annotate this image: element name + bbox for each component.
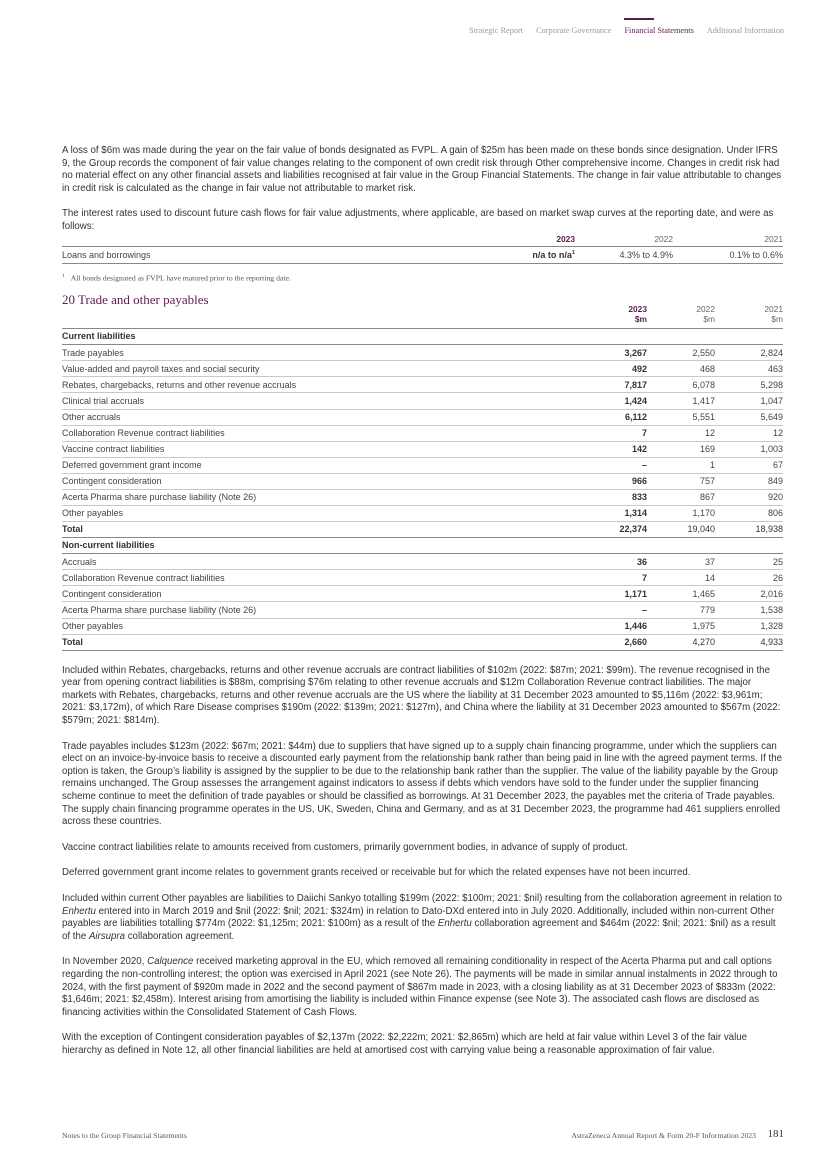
table-cell: 779 (647, 602, 715, 618)
table-cell: – (579, 457, 647, 473)
table-row (62, 554, 783, 570)
table-cell: 67 (715, 457, 783, 473)
row-label: Value-added and payroll taxes and social security (62, 361, 579, 377)
table-cell (579, 329, 647, 345)
table-cell: 6,112 (579, 409, 647, 425)
footnote-mark: 1 (571, 249, 575, 256)
table-cell: 966 (579, 473, 647, 489)
table-cell: 22,374 (579, 522, 647, 538)
row-label: Other payables (62, 618, 579, 634)
table-cell (715, 538, 783, 554)
paragraph: Included within Rebates, chargebacks, returns and other revenue accruals are contract liabilities of $102m (2022: $87m; 2021: $99m). The revenue recognised in the year from opening contract liabilities is $88m, comprising $76m relating to other revenue accruals and $12m Collaboration Revenue contract liabilities. The major markets with Rebates, chargebacks, returns and other revenue accruals are the US where the liability at 31 December 2023 amounted to $5,116m (2022: $3,961m; 2021: $3,172m), of which Rare Disease comprises $190m (2022: $139m; 2021: $127m), and China where the liability at 31 December 2023 amounted to $567m (2022: $579m; 2021: $814m). (62, 664, 781, 727)
table-cell: 463 (715, 361, 783, 377)
table-cell: 1,171 (579, 586, 647, 602)
row-label: Trade payables (62, 345, 579, 361)
table-row (62, 473, 783, 489)
nav-additional-information[interactable]: Additional Information (706, 26, 784, 35)
row-label: Accruals (62, 554, 579, 570)
top-navigation (469, 26, 784, 35)
table-cell: 849 (715, 473, 783, 489)
table-cell: 7 (579, 570, 647, 586)
table-cell: 2,824 (715, 345, 783, 361)
table-cell: 26 (715, 570, 783, 586)
column-header: 2023 $m (628, 304, 647, 324)
subheading-row (62, 329, 783, 345)
nav-strategic-report[interactable]: Strategic Report (468, 26, 524, 35)
row-label: Acerta Pharma share purchase liability (Note 26) (62, 489, 579, 505)
table-cell (715, 329, 783, 345)
table-row (62, 602, 783, 618)
table-cell: 4,270 (647, 634, 715, 650)
table-cell: 920 (715, 489, 783, 505)
table-cell: 12 (647, 425, 715, 441)
column-header: 2022 (575, 234, 673, 247)
row-label: Contingent consideration (62, 473, 579, 489)
table-cell: 19,040 (647, 522, 715, 538)
table-cell: 7,817 (579, 377, 647, 393)
table-row (62, 618, 783, 634)
total-row (62, 634, 783, 650)
table-cell: 5,298 (715, 377, 783, 393)
column-header: 2023 (485, 234, 575, 247)
section-title: 20 Trade and other payables (62, 292, 209, 308)
table-row (62, 489, 783, 505)
table-cell: 1,975 (647, 618, 715, 634)
paragraph: Included within current Other payables are liabilities to Daiichi Sankyo totalling $199m (2022: $100m; 2021: $nil) resulting from the collaboration agreement in relation to Enhertu entered into in March 2019 and $nil (2022: $nil; 2021: $324m) in relation to Dato-DXd entered into in July 2020. Additionally, included within non-current Other payables are liabilities totalling $774m (2022: $1,125m; 2021: $100m) as a result of the Enhertu collaboration agreement and $464m (2022: $nil; 2021: $nil) as a result of the Airsupra collaboration agreement. (62, 893, 782, 942)
payables-table (62, 328, 783, 651)
row-label: Clinical trial accruals (62, 393, 579, 409)
notes-paragraphs (62, 665, 783, 1058)
table-cell: 1,314 (579, 505, 647, 521)
row-label: Contingent consideration (62, 586, 579, 602)
table-row (62, 441, 783, 457)
row-label: Non-current liabilities (62, 538, 579, 554)
table-cell: 1 (647, 457, 715, 473)
paragraph: Vaccine contract liabilities relate to amounts received from customers, primarily government bodies, in advance of supply of product. (62, 841, 628, 853)
table-cell: 1,446 (579, 618, 647, 634)
interest-rates-table (62, 234, 783, 264)
row-label: Total (62, 522, 579, 538)
column-header: 2021 (673, 234, 783, 247)
row-label: Collaboration Revenue contract liabilities (62, 425, 579, 441)
footer-report-title: AstraZeneca Annual Report & Form 20-F Information 2023 (571, 1131, 756, 1140)
table-row (62, 457, 783, 473)
table-cell: 142 (579, 441, 647, 457)
row-label: Acerta Pharma share purchase liability (Note 26) (62, 602, 579, 618)
row-label: Total (62, 634, 579, 650)
table-cell: 2,660 (579, 634, 647, 650)
row-label: Other accruals (62, 409, 579, 425)
table-cell: 6,078 (647, 377, 715, 393)
footer-section-name: Notes to the Group Financial Statements (62, 1131, 187, 1140)
table-cell: 7 (579, 425, 647, 441)
table-cell: 1,465 (647, 586, 715, 602)
table-cell: 2,016 (715, 586, 783, 602)
table-cell: 3,267 (579, 345, 647, 361)
table-cell: 25 (715, 554, 783, 570)
table-cell: 468 (647, 361, 715, 377)
table-cell: 18,938 (715, 522, 783, 538)
table-cell: 4,933 (715, 634, 783, 650)
table-cell: 4.3% to 4.9% (575, 246, 673, 263)
table-cell: 492 (579, 361, 647, 377)
nav-financial-statements[interactable]: Financial Statements (624, 26, 694, 35)
paragraph: Deferred government grant income relates to government grants received or receivable but for which the related expenses have not been incurred. (62, 867, 691, 879)
table-cell: 36 (579, 554, 647, 570)
table-cell: 5,649 (715, 409, 783, 425)
paragraph: Trade payables includes $123m (2022: $67m; 2021: $44m) due to suppliers that have signed up to a supply chain financing programme, under which the suppliers can elect on an invoice-by-invoice basis to receive a discounted early payment from the relationship bank rather than being paid in line with the agreed payment terms. If the option is taken, the Group’s liability is assigned by the supplier to be due to the relationship bank rather than the supplier. The value of the liability payable by the Group remains unchanged. The Group assesses the arrangement against indicators to assess if debts which vendors have sold to the funder under the supplier financing scheme continue to meet the definition of trade payables or should be classified as borrowings. At 31 December 2023, the payables met the criteria of Trade payables. The supply chain financing programme operates in the US, UK, Sweden, China and Germany, and as at 31 December 2023, the programme had 461 suppliers enrolled across these countries. (62, 740, 782, 828)
row-label: Deferred government grant income (62, 457, 579, 473)
table-cell: n/a to $n/a^1$ (485, 246, 575, 263)
table-row (62, 409, 783, 425)
table-row (62, 345, 783, 361)
table-cell: 1,328 (715, 618, 783, 634)
table-cell: 1,170 (647, 505, 715, 521)
footnote-text: All bonds designated as FVPL have matured prior to the reporting date. (70, 273, 291, 283)
table-row (62, 361, 783, 377)
row-label: Collaboration Revenue contract liabilities (62, 570, 579, 586)
intro-paragraph: A loss of $6m was made during the year on the fair value of bonds designated as FVPL. A gain of $25m has been made on these bonds since designation. Under IFRS 9, the Group records the component of fair value changes relating to the component of own credit risk through Other comprehensive income. Changes in credit risk had no material effect on any other financial assets and liabilities recognised at fair value in the Group Financial Statements. The change in fair value attributable to changes in credit risk is calculated as the change in fair value not attributable to market risk. (62, 145, 782, 194)
row-label: Rebates, chargebacks, returns and other revenue accruals (62, 377, 579, 393)
column-headers (579, 305, 783, 324)
rates-intro-paragraph: The interest rates used to discount future cash flows for fair value adjustments, where applicable, are based on market swap curves at the reporting date, and were as follows: (62, 208, 774, 232)
row-label: Other payables (62, 505, 579, 521)
paragraph: In November 2020, Calquence received marketing approval in the EU, which removed all remaining conditionality in respect of the Acerta Pharma put and call options regarding the non-controlling interest; the option was exercised in April 2021 (see Note 26). The payments will be made in similar annual instalments in 2022 through to 2024, with the first payment of $920m made in 2022 and the second payment of $867m made in 2023, with a closing liability as at 31 December 2023 of $833m (2022: $1,646m; 2021: $2,458m). Interest arising from amortising the liability is included within Finance expense (see Note 3). The associated cash flows are disclosed as financing activities within the Consolidated Statement of Cash Flows. (62, 956, 778, 1018)
main-content (62, 145, 783, 1071)
table-cell: 12 (715, 425, 783, 441)
table-row (62, 505, 783, 521)
table-cell: 169 (647, 441, 715, 457)
table-cell: 2,550 (647, 345, 715, 361)
table-cell: 1,003 (715, 441, 783, 457)
table-cell: 0.1% to 0.6% (673, 246, 783, 263)
row-label: Vaccine contract liabilities (62, 441, 579, 457)
table-row (62, 586, 783, 602)
subheading-row (62, 538, 783, 554)
table-row (62, 425, 783, 441)
table-cell: 757 (647, 473, 715, 489)
table-cell (647, 329, 715, 345)
table-cell: – (579, 602, 647, 618)
table-cell: 833 (579, 489, 647, 505)
table-cell: 14 (647, 570, 715, 586)
page-number: 181 (767, 1128, 784, 1140)
table-row (62, 393, 783, 409)
table-cell: 867 (647, 489, 715, 505)
row-label: Current liabilities (62, 329, 579, 345)
table-cell: 37 (647, 554, 715, 570)
table-row (62, 377, 783, 393)
table-cell: 1,424 (579, 393, 647, 409)
table-cell (579, 538, 647, 554)
table-cell: 806 (715, 505, 783, 521)
table-cell: 5,551 (647, 409, 715, 425)
table-row (62, 570, 783, 586)
footnote (62, 273, 783, 283)
paragraph: With the exception of Contingent consideration payables of $2,137m (2022: $2,222m; 2021: $2,865m) which are held at fair value within Level 3 of the fair value hierarchy as defined in Note 12, all other financial liabilities are held at amortised cost with carrying value being a reasonable approximation of fair value. (62, 1032, 748, 1056)
table-header-row (62, 234, 783, 247)
table-cell: 1,417 (647, 393, 715, 409)
table-cell: 1,538 (715, 602, 783, 618)
footnote-mark: 1 (62, 272, 65, 279)
table-cell: 1,047 (715, 393, 783, 409)
column-header: 2022 $m (696, 304, 715, 324)
table-cell (647, 538, 715, 554)
row-label: Loans and borrowings (62, 246, 485, 263)
column-header: 2021 $m (764, 304, 783, 324)
nav-corporate-governance[interactable]: Corporate Governance (536, 26, 612, 35)
section-header (62, 292, 783, 328)
total-row (62, 522, 783, 538)
table-row (62, 246, 783, 263)
